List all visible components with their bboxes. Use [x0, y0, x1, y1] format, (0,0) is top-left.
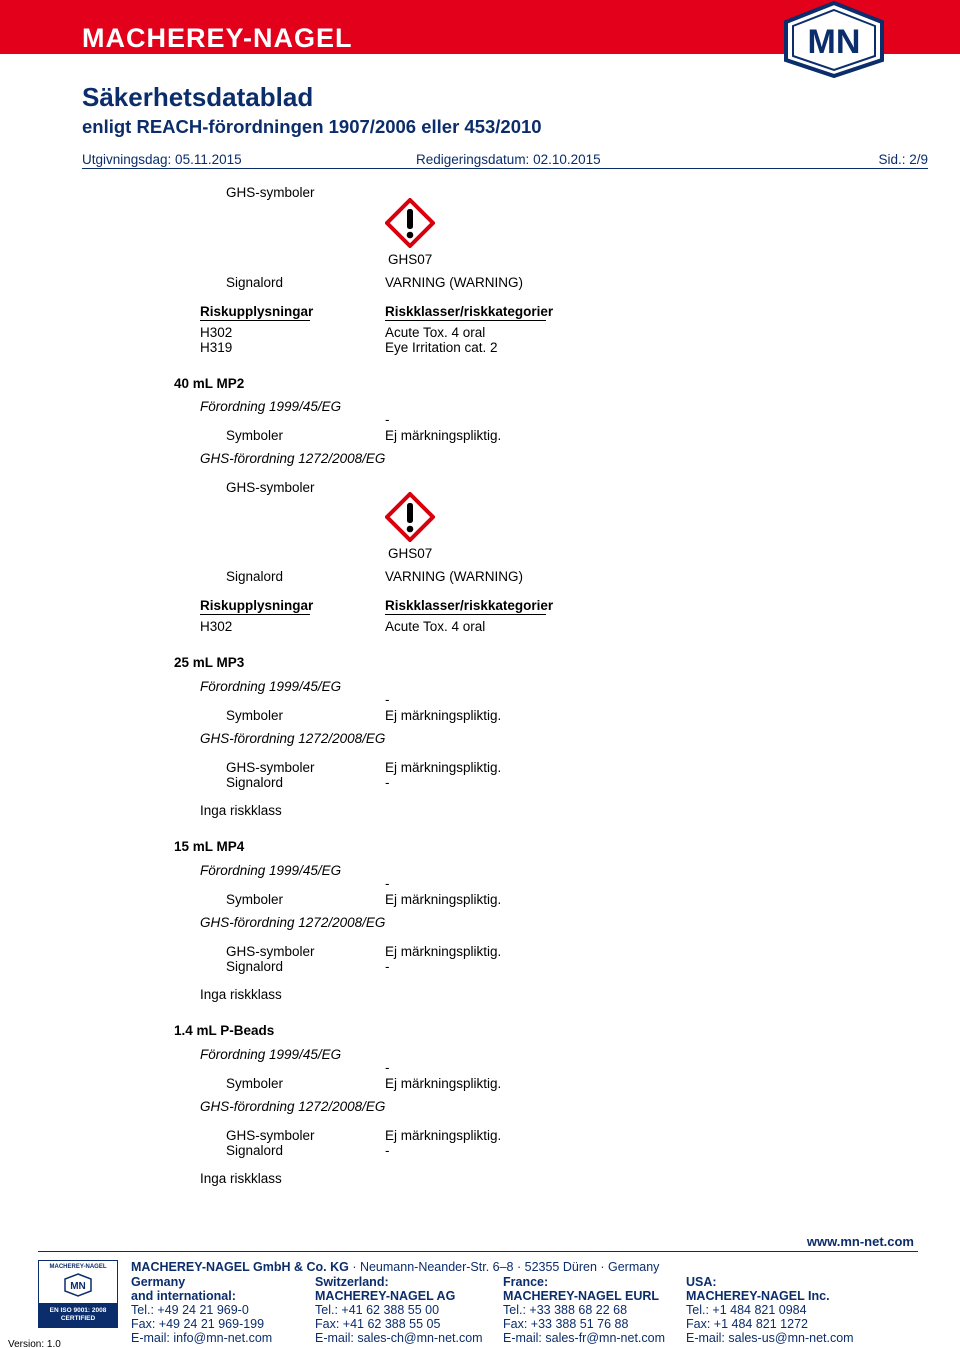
- signal-word-value: -: [385, 959, 390, 974]
- contact-column-germany: [131, 1275, 272, 1345]
- exclamation-mark-diamond-icon: [385, 492, 435, 542]
- symbols-value: Ej märkningspliktig.: [385, 1076, 502, 1091]
- hazard-code: H319: [200, 340, 233, 355]
- hazard-code: H302: [200, 619, 233, 634]
- page-subtitle: enligt REACH-förordningen 1907/2006 eller 453/2010: [82, 116, 542, 137]
- no-hazard-class: Inga riskklass: [200, 987, 282, 1002]
- document-info-bar: [82, 151, 928, 169]
- dash-value: -: [385, 692, 390, 707]
- ghs-symbols-value: Ej märkningspliktig.: [385, 944, 502, 959]
- contact-subhead: MACHEREY-NAGEL Inc.: [686, 1289, 830, 1303]
- signal-word: VARNING (WARNING): [385, 569, 523, 584]
- header-rule-left: [200, 614, 310, 615]
- hazard-classes-header: Riskklasser/riskkategorier: [385, 304, 554, 319]
- symbols-value: Ej märkningspliktig.: [385, 892, 502, 907]
- pictogram-code: GHS07: [388, 252, 433, 267]
- regulation-1999: Förordning 1999/45/EG: [200, 399, 342, 414]
- hazard-class: Acute Tox. 4 oral: [385, 619, 486, 634]
- company-name: MACHEREY-NAGEL GmbH & Co. KG: [131, 1260, 349, 1274]
- badge-brand: MACHEREY-NAGEL: [49, 1264, 107, 1270]
- dash-value: -: [385, 876, 390, 891]
- page-footer: [0, 1230, 960, 1348]
- regulation-1272: GHS-förordning 1272/2008/EG: [200, 1099, 386, 1114]
- dash-value: -: [385, 412, 390, 427]
- website-link[interactable]: www.mn-net.com: [806, 1234, 914, 1249]
- logo-text: MN: [807, 23, 861, 61]
- contact-tel: Tel.: +41 62 388 55 00: [315, 1303, 440, 1317]
- regulation-1999: Förordning 1999/45/EG: [200, 863, 342, 878]
- component-title: 1.4 mL P-Beads: [174, 1023, 275, 1038]
- page-title: Säkerhetsdatablad: [82, 82, 314, 112]
- revision-date: Redigeringsdatum: 02.10.2015: [416, 152, 601, 167]
- brand-name: MACHEREY-NAGEL: [82, 23, 353, 53]
- symbols-label: Symboler: [226, 708, 284, 723]
- contact-tel: Tel.: +33 388 68 22 68: [503, 1303, 628, 1317]
- contact-email[interactable]: E-mail: sales-ch@mn-net.com: [315, 1331, 483, 1345]
- contact-head: Germany: [131, 1275, 186, 1289]
- signal-word-label: Signalord: [226, 959, 284, 974]
- contact-subhead: and international:: [131, 1289, 236, 1303]
- contact-fax: Fax: +33 388 51 76 88: [503, 1317, 629, 1331]
- mn-badge-logo-icon: [63, 1273, 93, 1297]
- badge-certified-line: CERTIFIED: [60, 1315, 96, 1322]
- signal-word-value: -: [385, 1143, 390, 1158]
- contact-fax: Fax: +41 62 388 55 05: [315, 1317, 441, 1331]
- hazard-statements-header: Riskupplysningar: [200, 598, 314, 613]
- pictogram-code: GHS07: [388, 546, 433, 561]
- regulation-1272: GHS-förordning 1272/2008/EG: [200, 731, 386, 746]
- signal-word-value: -: [385, 775, 390, 790]
- symbols-label: Symboler: [226, 892, 284, 907]
- issue-date: Utgivningsdag: 05.11.2015: [82, 152, 242, 167]
- contact-subhead: MACHEREY-NAGEL EURL: [503, 1289, 660, 1303]
- ghs-symbols-label: GHS-symboler: [226, 185, 315, 200]
- component-title: 15 mL MP4: [174, 839, 245, 854]
- header-rule-right: [385, 614, 546, 615]
- company-address-rest: · Neumann-Neander-Str. 6–8 · 52355 Düren · Germany: [348, 1260, 660, 1274]
- page-number: Sid.: 2/9: [878, 152, 928, 167]
- contact-column-switzerland: [315, 1275, 483, 1345]
- contact-column-france: [503, 1275, 665, 1345]
- regulation-1272: GHS-förordning 1272/2008/EG: [200, 451, 386, 466]
- ghs-symbols-label: GHS-symboler: [226, 944, 315, 959]
- ghs-symbols-value: Ej märkningspliktig.: [385, 1128, 502, 1143]
- ghs-symbols-label: GHS-symboler: [226, 1128, 315, 1143]
- contact-fax: Fax: +1 484 821 1272: [686, 1317, 808, 1331]
- hazard-statements-header: Riskupplysningar: [200, 304, 314, 319]
- contact-email[interactable]: E-mail: sales-fr@mn-net.com: [503, 1331, 666, 1345]
- footer-rule: [38, 1251, 918, 1252]
- signal-word: VARNING (WARNING): [385, 275, 523, 290]
- ghs-symbols-value: Ej märkningspliktig.: [385, 760, 502, 775]
- iso-certification-badge: [38, 1260, 118, 1328]
- contact-fax: Fax: +49 24 21 969-199: [131, 1317, 265, 1331]
- contact-head: France:: [503, 1275, 549, 1289]
- ghs-symbols-label: GHS-symboler: [226, 760, 315, 775]
- contact-email[interactable]: E-mail: info@mn-net.com: [131, 1331, 273, 1345]
- company-address: [131, 1260, 659, 1274]
- contact-subhead: MACHEREY-NAGEL AG: [315, 1289, 456, 1303]
- hazard-code: H302: [200, 325, 233, 340]
- mn-logo-icon: [778, 0, 890, 78]
- header-rule-right: [385, 320, 546, 321]
- ghs-symbols-label: GHS-symboler: [226, 480, 315, 495]
- symbols-value: Ej märkningspliktig.: [385, 708, 502, 723]
- dash-value: -: [385, 1060, 390, 1075]
- contact-tel: Tel.: +1 484 821 0984: [686, 1303, 807, 1317]
- contact-email[interactable]: E-mail: sales-us@mn-net.com: [686, 1331, 854, 1345]
- regulation-1999: Förordning 1999/45/EG: [200, 679, 342, 694]
- symbols-label: Symboler: [226, 1076, 284, 1091]
- no-hazard-class: Inga riskklass: [200, 1171, 282, 1186]
- component-title: 40 mL MP2: [174, 376, 245, 391]
- contact-tel: Tel.: +49 24 21 969-0: [131, 1303, 249, 1317]
- signal-word-label: Signalord: [226, 569, 284, 584]
- symbols-value: Ej märkningspliktig.: [385, 428, 502, 443]
- signal-word-label: Signalord: [226, 775, 284, 790]
- no-hazard-class: Inga riskklass: [200, 803, 282, 818]
- hazard-class: Eye Irritation cat. 2: [385, 340, 498, 355]
- signal-word-label: Signalord: [226, 275, 284, 290]
- header-rule-left: [200, 320, 310, 321]
- regulation-1999: Förordning 1999/45/EG: [200, 1047, 342, 1062]
- badge-logo-text: MN: [70, 1281, 86, 1292]
- hazard-classes-header: Riskklasser/riskkategorier: [385, 598, 554, 613]
- symbols-label: Symboler: [226, 428, 284, 443]
- contact-column-usa: [686, 1275, 854, 1345]
- hazard-class: Acute Tox. 4 oral: [385, 325, 486, 340]
- exclamation-mark-diamond-icon: [385, 198, 435, 248]
- regulation-1272: GHS-förordning 1272/2008/EG: [200, 915, 386, 930]
- signal-word-label: Signalord: [226, 1143, 284, 1158]
- version-label: Version: 1.0: [8, 1339, 61, 1348]
- contact-head: Switzerland:: [315, 1275, 389, 1289]
- component-title: 25 mL MP3: [174, 655, 245, 670]
- contact-head: USA:: [686, 1275, 717, 1289]
- badge-iso-line: EN ISO 9001: 2008: [49, 1307, 107, 1314]
